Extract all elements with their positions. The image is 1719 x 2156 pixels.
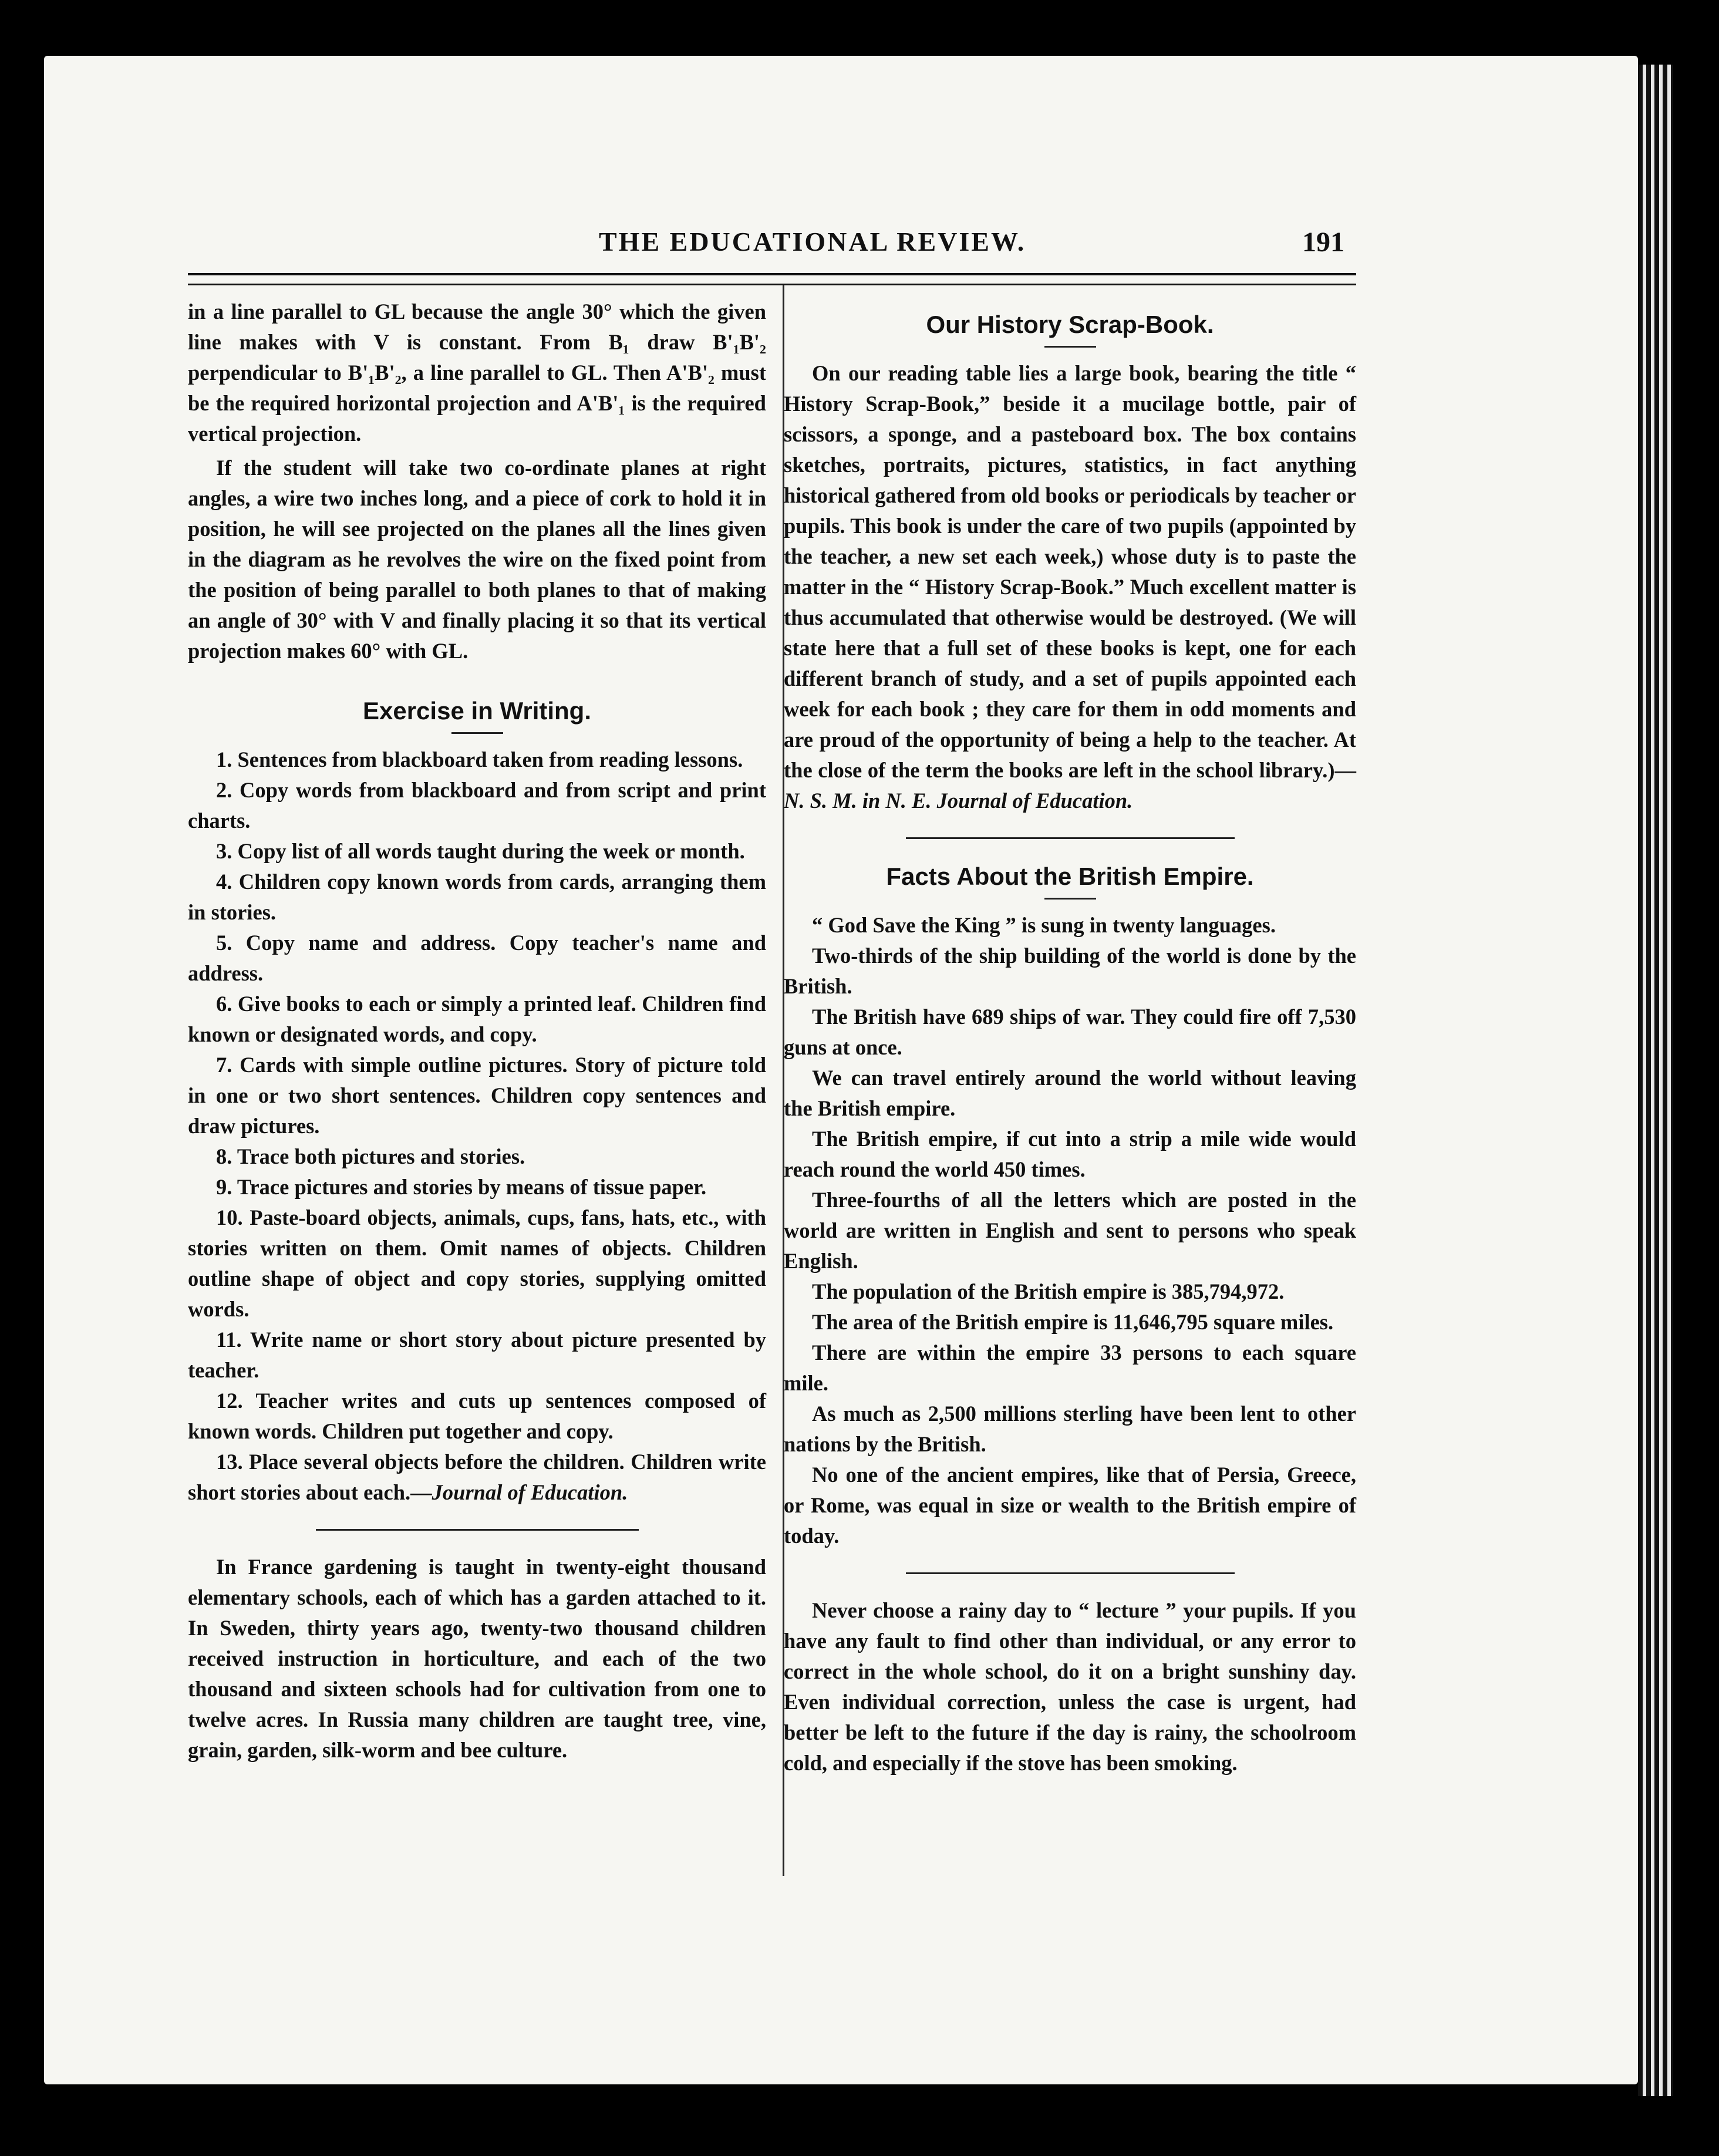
rainy-day-paragraph: Never choose a rainy day to “ lecture ” your pupils. If you have any fault to find other than individual, or any error to correct in the whole school, do it on a bright sunshiny day. Even individual correction, unless the case is urgent, had better be left to the future if the day is rainy, the schoolroom cold, and especially if the stove has been smoking. <box>784 1598 1356 1775</box>
fact-item: As much as 2,500 millions sterling have been lent to other nations by the British. <box>784 1402 1356 1456</box>
list-item <box>188 1447 766 1508</box>
running-title: THE EDUCATIONAL REVIEW. <box>599 227 1026 257</box>
facts-list <box>784 910 1356 1551</box>
heading-rule <box>1044 346 1096 348</box>
page-header <box>223 226 1344 267</box>
exercise-list <box>188 745 766 1508</box>
page-number: 191 <box>1302 227 1344 258</box>
scrapbook-heading: Our History Scrap-Book. <box>926 311 1214 338</box>
list-item: 10. Paste-board objects, animals, cups, fans, hats, etc., with stories written on them. Omit names of objects. Children outline shape of object and copy stories, supplying omitted words. <box>188 1205 766 1321</box>
list-item: 8. Trace both pictures and stories. <box>216 1144 525 1168</box>
facts-heading: Facts About the British Empire. <box>886 863 1254 890</box>
list-item: 1. Sentences from blackboard taken from reading lessons. <box>216 747 743 772</box>
list-item: 9. Trace pictures and stories by means of tissue paper. <box>216 1175 707 1199</box>
fact-item: There are within the empire 33 persons to each square mile. <box>784 1340 1356 1395</box>
left-column <box>188 297 766 1769</box>
list-item: 3. Copy list of all words taught during the week or month. <box>216 839 745 863</box>
exercise-heading: Exercise in Writing. <box>362 697 591 725</box>
exercise-source: Journal of Education. <box>432 1480 628 1504</box>
list-item: 2. Copy words from blackboard and from script and print charts. <box>188 778 766 833</box>
heading-rule <box>1044 898 1096 900</box>
list-item: 5. Copy name and address. Copy teacher's name and address. <box>188 931 766 985</box>
scrapbook-text: On our reading table lies a large book, bearing the title “ History Scrap-Book,” beside it a mucilage bottle, pair of scissors, a sponge, and a pasteboard box. The box contains sketches, portraits, pictures, statistics, in fact anything historical gathered from old books or periodicals by teacher or pupils. This book is under the care of two pupils (appointed by the teacher, a new set each week,) whose duty is to paste the matter in the “ History Scrap-Book.” Much excellent matter is thus accumulated that otherwise would be destroyed. (We will state here that a full set of these books is kept, one for each different branch of study, and a set of pupils appointed each week for each book ; they care for them in odd moments and are proud of the opportunity of being a help to the teacher. At the close of the term the books are left in the school library.)— <box>784 361 1356 782</box>
section-rule <box>906 1572 1235 1574</box>
list-item: 4. Children copy known words from cards, arranging them in stories. <box>188 870 766 924</box>
fact-item: The population of the British empire is 385,794,972. <box>812 1279 1285 1303</box>
fact-item: Two-thirds of the ship building of the world is done by the British. <box>784 944 1356 998</box>
heading-rule <box>451 732 503 734</box>
fact-item: Three-fourths of all the letters which are posted in the world are written in English and sent to persons who speak English. <box>784 1188 1356 1273</box>
list-item-text: 13. Place several objects before the children. Children write short stories about each.— <box>188 1450 766 1504</box>
list-item: 6. Give books to each or simply a printed leaf. Children find known or designated words, and copy. <box>188 992 766 1046</box>
fact-item: No one of the ancient empires, like that of Persia, Greece, or Rome, was equal in size or wealth to the British empire of today. <box>784 1463 1356 1548</box>
right-column <box>784 308 1356 1782</box>
list-item: 11. Write name or short story about picture presented by teacher. <box>188 1328 766 1382</box>
fact-item: The British empire, if cut into a strip a mile wide would reach round the world 450 times. <box>784 1127 1356 1181</box>
header-double-rule <box>188 273 1356 285</box>
section-rule <box>906 837 1235 839</box>
list-item: 12. Teacher writes and cuts up sentences composed of known words. Children put together and copy. <box>188 1389 766 1443</box>
scrapbook-paragraph <box>784 358 1356 816</box>
gardening-paragraph: In France gardening is taught in twenty-eight thousand elementary schools, each of which has a garden attached to it. In Sweden, thirty years ago, twenty-two thousand children received instruction in horticulture, and each of the two thousand and sixteen schools had for cultivation from one to twelve acres. In Russia many children are taught tree, vine, grain, garden, silk-worm and bee culture. <box>188 1555 766 1762</box>
section-rule <box>316 1529 639 1531</box>
fact-item: “ God Save the King ” is sung in twenty languages. <box>812 913 1276 937</box>
projection-paragraph: If the student will take two co-ordinate planes at right angles, a wire two inches long, and a piece of cork to hold it in position, he will see projected on the planes all the lines given in the diagram as he revolves the wire on the fixed point from the position of being parallel to both planes to that of making an angle of 30° with V and finally placing it so that its vertical projection makes 60° with GL. <box>188 456 766 663</box>
fact-item: The area of the British empire is 11,646,795 square miles. <box>812 1310 1334 1334</box>
scrapbook-source: N. S. M. in N. E. Journal of Education. <box>784 789 1133 813</box>
list-item: 7. Cards with simple outline pictures. Story of picture told in one or two short sentences. Children copy sentences and draw pictures. <box>188 1053 766 1138</box>
projection-paragraph: in a line parallel to GL because the angle 30° which the given line makes with V is constant. From B₁ draw B'₁B'₂ perpendicular to B'₁B'₂, a line parallel to GL. Then A'B'₂ must be the required horizontal projection and A'B'₁ is the required vertical projection. <box>188 299 766 446</box>
page-edge-stripes <box>1638 65 1673 2096</box>
fact-item: The British have 689 ships of war. They could fire off 7,530 guns at once. <box>784 1005 1356 1059</box>
fact-item: We can travel entirely around the world without leaving the British empire. <box>784 1066 1356 1120</box>
